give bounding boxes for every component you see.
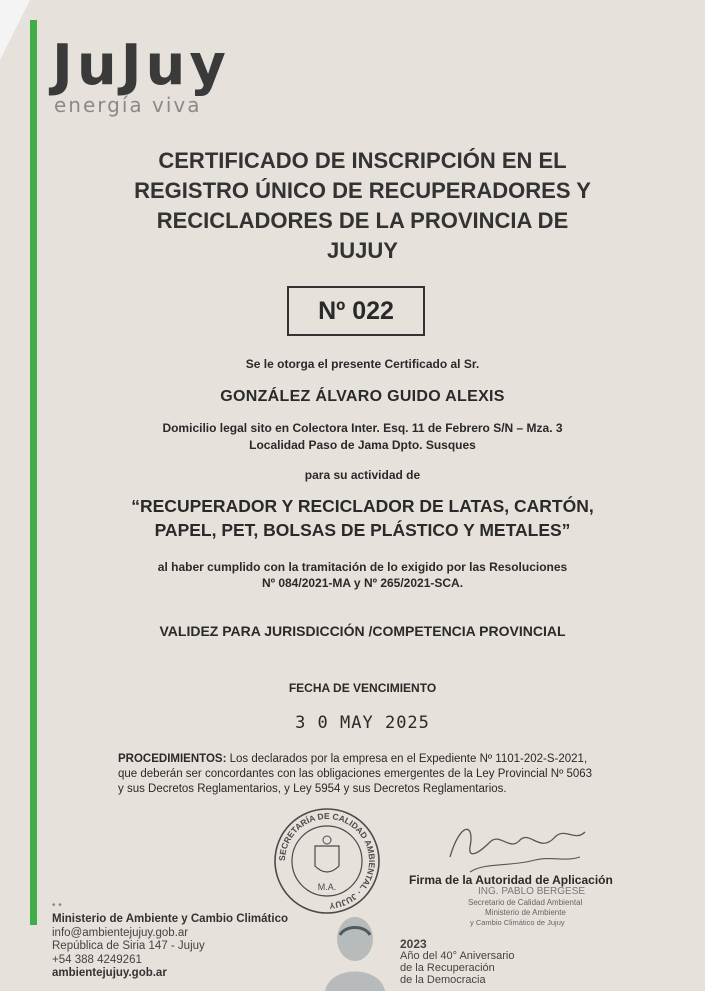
- activity-description: [80, 494, 645, 542]
- official-stamp: [272, 806, 382, 916]
- portrait-icon: [320, 905, 390, 991]
- certificate-title: [80, 146, 645, 266]
- signatory-role: Ministerio de Ambiente: [485, 908, 566, 917]
- activity-intro: para su actividad de: [304, 468, 421, 482]
- stamp-ring-text: SECRETARÍA DE CALIDAD AMBIENTAL · JUJUY: [276, 810, 378, 911]
- domicile-line: Localidad Paso de Jama Dpto. Susques: [249, 438, 476, 452]
- footer-website[interactable]: ambientejujuy.gob.ar: [52, 967, 167, 979]
- signature-label: Firma de la Autoridad de Aplicación: [409, 873, 613, 887]
- expiry-label: FECHA DE VENCIMIENTO: [288, 681, 437, 695]
- shield-icon: [315, 846, 339, 872]
- signatory-role: y Cambio Climático de Jujuy: [470, 918, 565, 927]
- procedures-label: PROCEDIMIENTOS:: [118, 753, 227, 765]
- signatory-name: ING. PABLO BERGESE: [478, 886, 586, 897]
- procedures-paragraph: [118, 752, 618, 797]
- paper-fold: [0, 0, 30, 60]
- activity-line: PAPEL, PET, BOLSAS DE PLÁSTICO Y METALES”: [154, 520, 571, 540]
- signatory-role: Secretario de Calidad Ambiental: [468, 898, 583, 907]
- footer-dots: • •: [52, 900, 62, 911]
- green-accent-bar: [30, 20, 37, 925]
- jujuy-logo: [52, 33, 230, 117]
- anniversary-year: 2023: [400, 937, 427, 951]
- footer-contact: [52, 913, 288, 981]
- footer-phone: +54 388 4249261: [52, 953, 142, 966]
- anniversary-line: Año del 40° Aniversario: [400, 950, 515, 962]
- anniversary-line: de la Democracia: [400, 974, 486, 986]
- procedures-text: y sus Decretos Reglamentarios, y Ley 5954 y sus Decretos Reglamentarios.: [118, 783, 507, 795]
- procedures-text: que deberán ser concordantes con las obligaciones emergentes de la Ley Provincial Nº 5063: [118, 768, 593, 780]
- logo-brand: JuJuy: [52, 33, 230, 98]
- footer-email[interactable]: info@ambientejujuy.gob.ar: [52, 926, 189, 939]
- title-line: RECICLADORES DE LA PROVINCIA DE: [156, 208, 569, 233]
- stamp-center-text: M.A.: [317, 882, 337, 892]
- domicile-line: Domicilio legal sito en Colectora Inter. Esq. 11 de Febrero S/N – Mza. 3: [162, 421, 563, 435]
- activity-line: “RECUPERADOR Y RECICLADOR DE LATAS, CARTÓN,: [131, 496, 594, 516]
- anniversary-line: de la Recuperación: [400, 962, 495, 974]
- sun-icon: [323, 836, 331, 844]
- expiry-date-stamp: 3 0 MAY 2025: [295, 713, 430, 733]
- resolutions-line: al haber cumplido con la tramitación de lo exigido por las Resoluciones: [157, 560, 568, 574]
- handwritten-signature: [440, 812, 590, 882]
- footer-address: República de Siria 147 - Jujuy: [52, 940, 205, 952]
- recipient-name: GONZÁLEZ ÁLVARO GUIDO ALEXIS: [220, 388, 505, 405]
- title-line: CERTIFICADO DE INSCRIPCIÓN EN EL: [158, 148, 567, 173]
- title-line: REGISTRO ÚNICO DE RECUPERADORES Y: [134, 178, 591, 203]
- title-line: JUJUY: [327, 238, 398, 263]
- validity-text: VALIDEZ PARA JURISDICCIÓN /COMPETENCIA PROVINCIAL: [159, 623, 566, 639]
- granted-text: Se le otorga el presente Certificado al Sr.: [245, 357, 480, 371]
- resolutions-line: Nº 084/2021-MA y Nº 265/2021-SCA.: [261, 576, 464, 590]
- ministry-name: Ministerio de Ambiente y Cambio Climático: [52, 913, 289, 925]
- certificate-number: Nº 022: [287, 286, 425, 336]
- anniversary-text: [400, 938, 514, 986]
- procedures-text: Los declarados por la empresa en el Expediente Nº 1101-202-S-2021,: [226, 753, 588, 765]
- logo-tagline: energía viva: [54, 93, 202, 117]
